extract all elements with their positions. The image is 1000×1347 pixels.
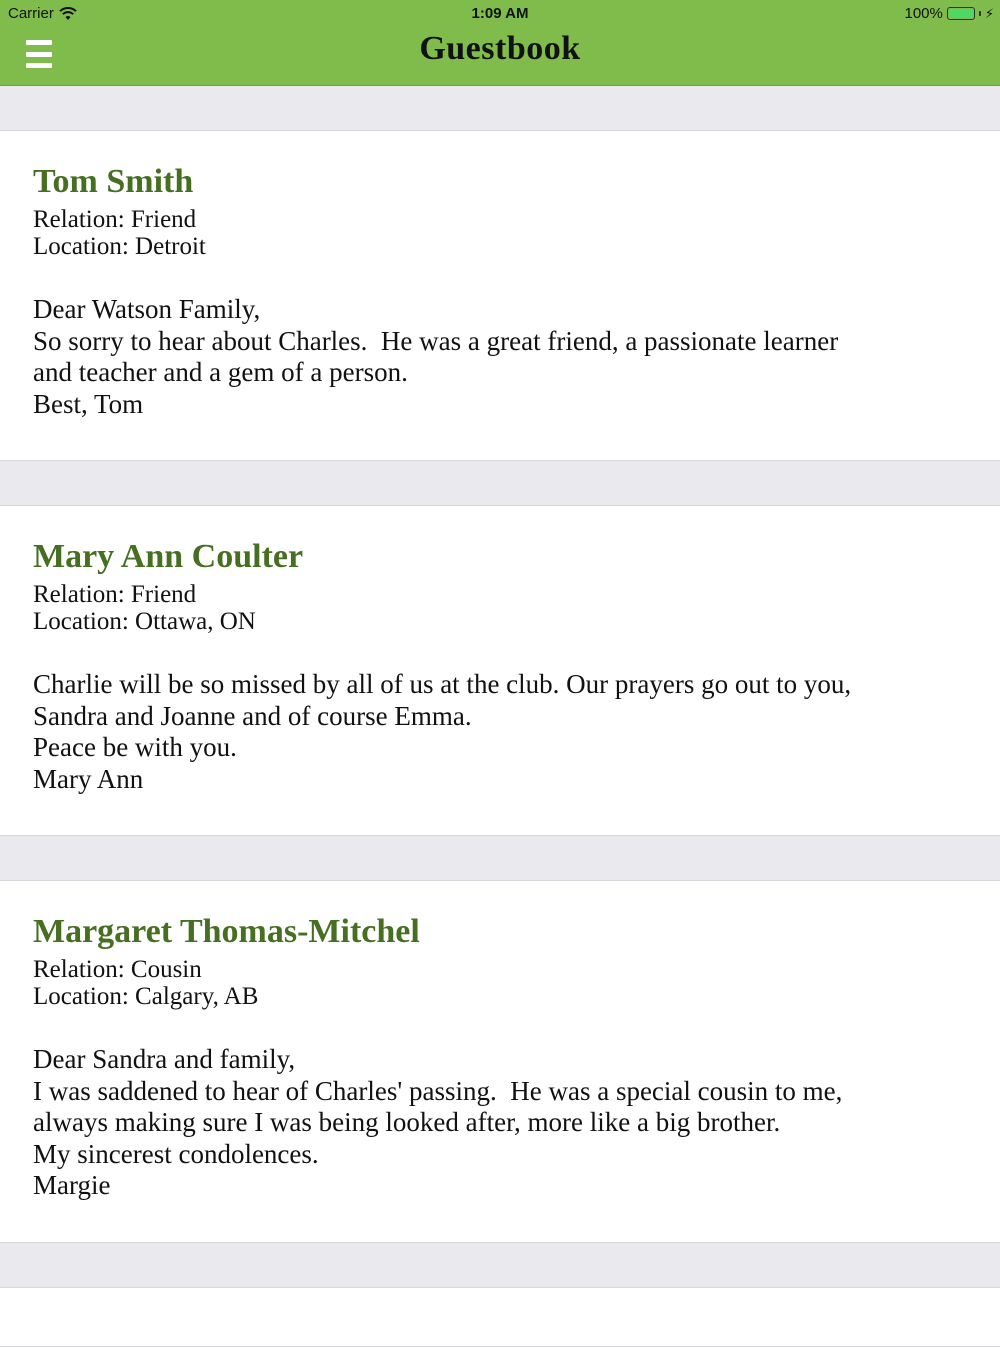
entry-location: Location: Ottawa, ON [33,608,256,635]
message-line: Sandra and Joanne and of course Emma. [33,700,472,731]
list-spacer [0,461,1000,505]
entry-name: Margaret Thomas-Mitchel [33,913,420,950]
status-time: 1:09 AM [471,5,529,22]
entry-message [33,669,967,795]
entry-location: Location: Detroit [33,233,206,260]
message-line: Peace be with you. [33,732,237,762]
guestbook-entry[interactable] [0,880,1000,1243]
guestbook-list [0,86,1000,1347]
guestbook-entry[interactable] [0,130,1000,461]
battery-tip [979,11,981,16]
entry-message [33,294,967,420]
message-line: Dear Watson Family, [33,294,261,324]
carrier-label: Carrier [8,5,54,22]
list-spacer [0,86,1000,130]
guestbook-entry[interactable] [0,505,1000,836]
list-spacer [0,836,1000,880]
entry-relation: Relation: Cousin [33,956,202,983]
message-line: Charlie will be so missed by all of us at the club. Our prayers go out to you, [33,669,852,699]
entry-relation: Relation: Friend [33,581,197,608]
entry-relation: Relation: Friend [33,206,197,233]
message-line: Dear Sandra and family, [33,1044,296,1074]
entry-name: Mary Ann Coulter [33,538,304,575]
message-line: I was saddened to hear of Charles' passing. He was a special cousin to me, [33,1075,843,1106]
battery-indicator [904,5,994,22]
message-line: always making sure I was being looked after, more like a big brother. [33,1107,781,1137]
status-bar [0,0,1000,28]
guestbook-entry-partial[interactable] [0,1287,1000,1347]
message-line: Mary Ann [33,763,144,794]
entry-name: Tom Smith [33,163,194,200]
battery-percent: 100% [904,5,943,22]
battery-fill [949,9,973,18]
message-line: Best, Tom [33,388,144,419]
battery-icon [947,7,975,20]
entry-message [33,1044,967,1202]
charging-bolt-icon: ⚡ [984,6,994,21]
list-spacer [0,1243,1000,1287]
message-line: and teacher and a gem of a person. [33,357,408,387]
message-line: Margie [33,1170,111,1200]
message-line: So sorry to hear about Charles. He was a great friend, a passionate learner [33,325,839,356]
nav-bar [0,0,1000,86]
message-line: My sincerest condolences. [33,1138,319,1169]
entry-location: Location: Calgary, AB [33,983,259,1010]
page-title: Guestbook [419,30,581,67]
